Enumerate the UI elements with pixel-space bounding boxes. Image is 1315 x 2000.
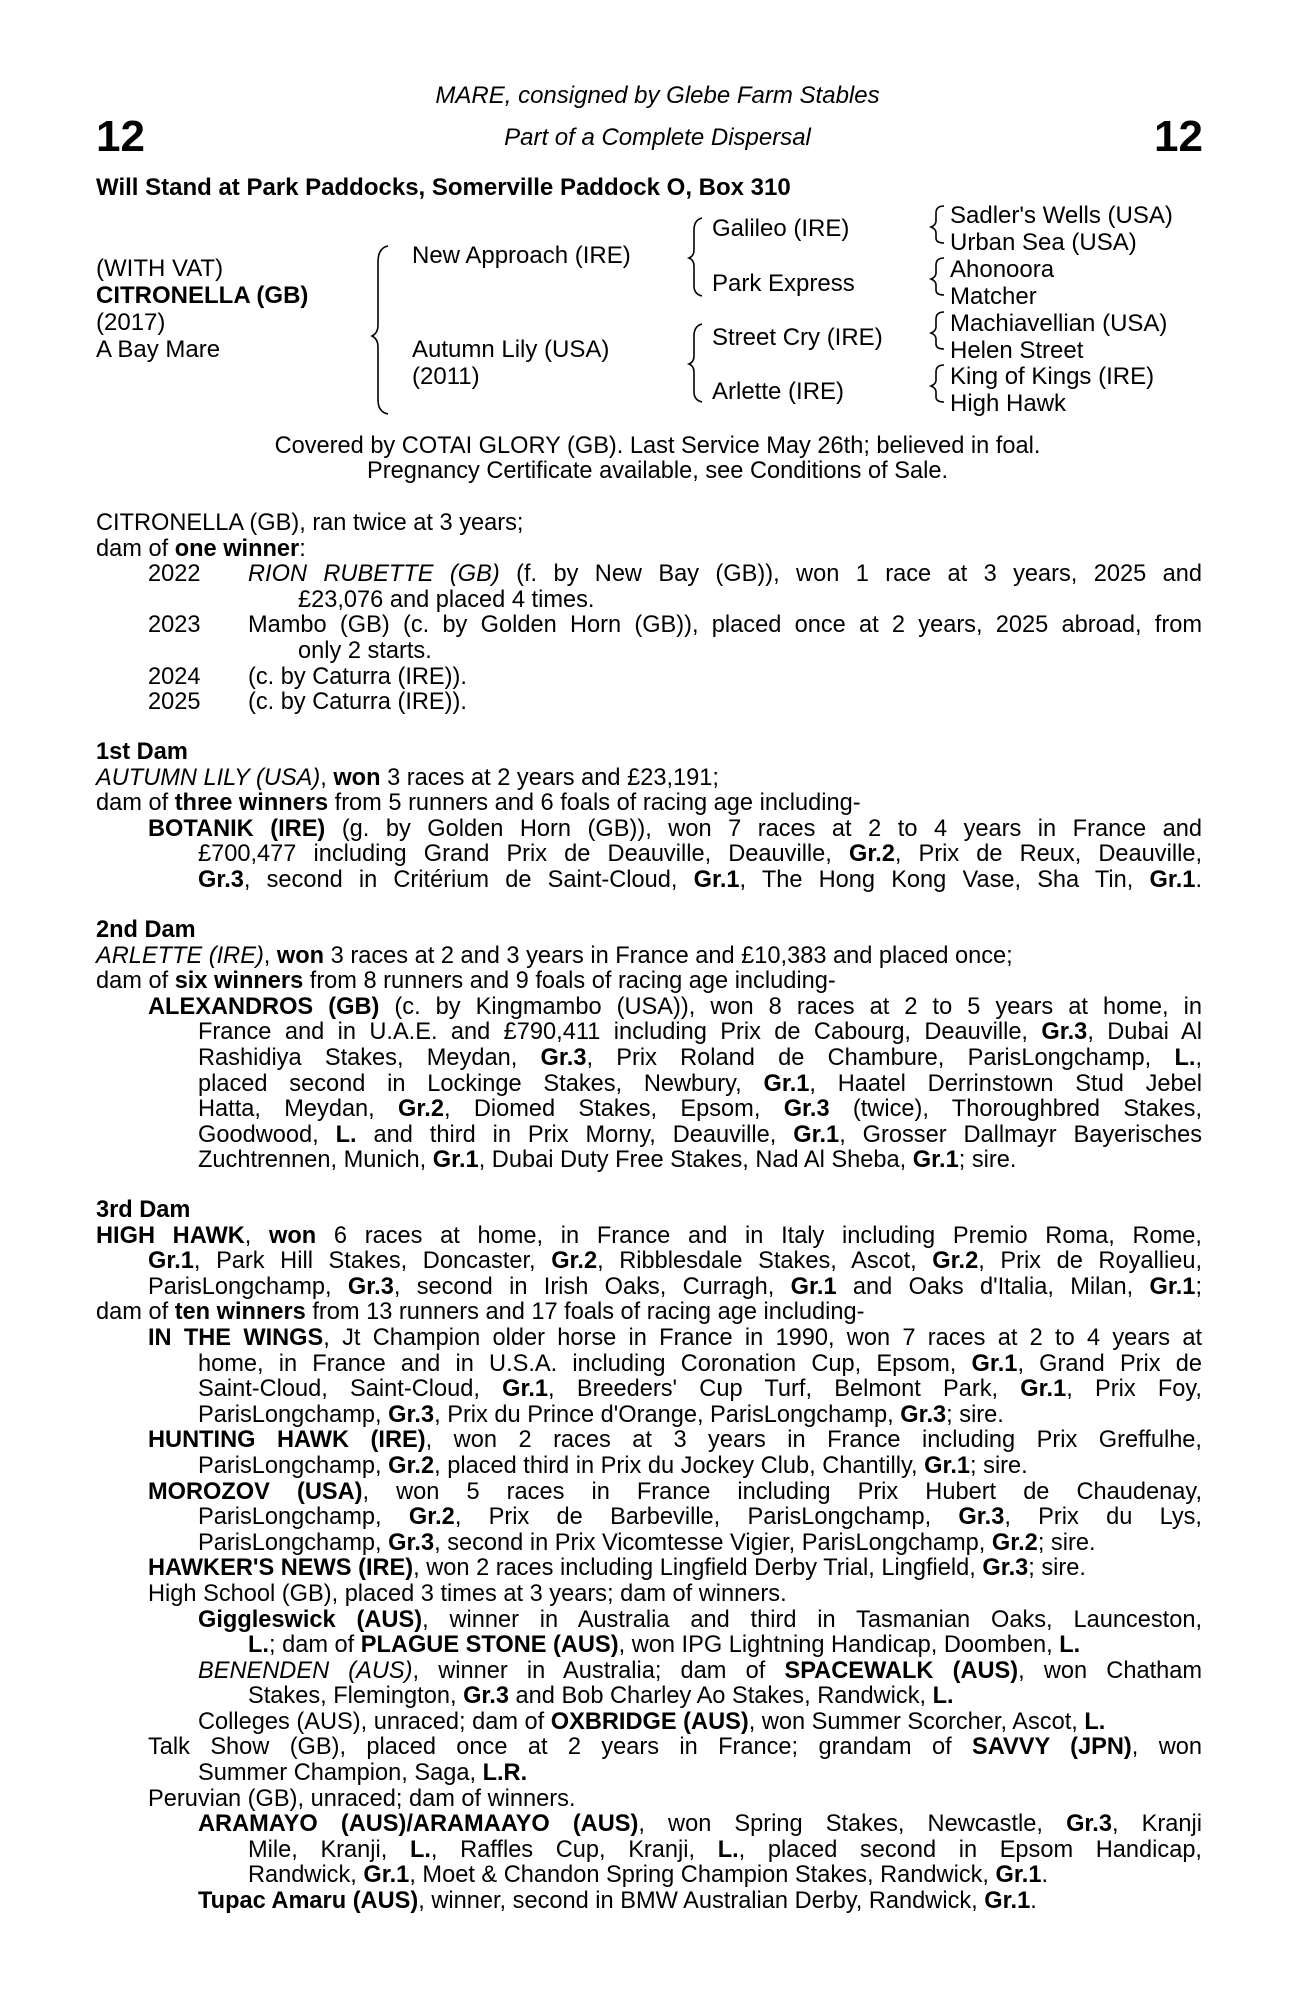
text: ParisLongchamp,: [198, 1504, 409, 1531]
aramayo-line-3: [96, 1863, 1202, 1889]
text: , second in Critérium de Saint-Cloud,: [243, 866, 694, 893]
text: , Prix de Royallieu,: [978, 1248, 1203, 1275]
text: , Prix du Lys,: [1004, 1504, 1202, 1531]
lot-number-right: 12: [1154, 112, 1203, 161]
text: , winner, second in BMW Australian Derby, Randwick,: [418, 1888, 985, 1915]
text: , won 2 races including Lingfield Derby Trial, Lingfield,: [413, 1555, 983, 1582]
text: , Haatel Derrinstown Stud Jebel: [809, 1070, 1202, 1097]
g-urban-sea: Urban Sea (USA): [950, 229, 1137, 256]
winner-count: three winners: [174, 790, 329, 817]
text: Mambo (GB) (c. by Golden Horn (GB)), placed once at 2 years, 2025 abroad, from: [248, 612, 1202, 639]
text: ,: [244, 1222, 270, 1249]
produce-row-2022-cont: £23,076 and placed 4 times.: [298, 586, 595, 613]
grade: L.: [932, 1683, 954, 1710]
text: dam of: [96, 790, 175, 817]
text: ; sire.: [1028, 1555, 1086, 1582]
grandparents-4: [950, 363, 1154, 417]
horse-name: ARAMAYO (AUS)/ARAMAAYO (AUS): [198, 1811, 639, 1838]
text: dam of: [96, 1299, 175, 1326]
horse-name: ALEXANDROS (GB): [148, 993, 380, 1020]
second-dam-line-8: [96, 1123, 1202, 1149]
text: from 5 runners and 6 foals of racing age including-: [328, 790, 861, 817]
grade: Gr.3: [958, 1504, 1005, 1531]
g-machiavellian: Machiavellian (USA): [950, 310, 1168, 337]
text: from 13 runners and 17 foals of racing age including-: [305, 1299, 865, 1326]
itw-line-4: [96, 1403, 1202, 1429]
horse-name: MOROZOV (USA): [148, 1478, 363, 1505]
first-dam-line-5: [96, 868, 1202, 894]
first-dam-line-2: [96, 791, 1202, 817]
text: Hatta, Meydan,: [198, 1096, 399, 1123]
text: (twice), Thoroughbred Stakes,: [829, 1096, 1203, 1123]
second-dam-line-5: [96, 1046, 1202, 1072]
text: ,: [1195, 1044, 1202, 1071]
grade: Gr.1: [1020, 1376, 1067, 1403]
g-ahonoora: Ahonoora: [950, 256, 1055, 283]
produce-row-2025: [96, 690, 1202, 716]
talk-show-line-1: [96, 1735, 1202, 1761]
second-dam-line-6: [96, 1072, 1202, 1098]
brace-g-3: [931, 312, 944, 349]
grade: Gr.1: [924, 1452, 971, 1479]
text: , won Chatham: [1018, 1657, 1203, 1684]
grade: Gr.1: [1149, 1273, 1196, 1300]
text: :: [299, 535, 306, 562]
grandparents-2: [950, 256, 1054, 310]
text: , Prix du Prince d'Orange, ParisLongchamp,: [434, 1401, 901, 1428]
text: , won 5 races in France including Prix Hubert de Chaudenay,: [362, 1478, 1202, 1505]
text: Randwick,: [248, 1862, 364, 1889]
text: , won: [1131, 1734, 1202, 1761]
text: Rashidiya Stakes, Meydan,: [198, 1044, 541, 1071]
grade: Gr.2: [991, 1529, 1038, 1556]
grade: Gr.3: [347, 1273, 394, 1300]
grade: L.: [248, 1632, 269, 1659]
morozov-line-3: [96, 1531, 1202, 1557]
horse-name: OXBRIDGE (AUS): [550, 1708, 749, 1735]
grade: Gr.3: [388, 1401, 435, 1428]
text: .: [1195, 866, 1202, 893]
text: .: [1030, 1888, 1037, 1915]
grade: Gr.2: [551, 1248, 598, 1275]
dam-name: AUTUMN LILY (USA): [96, 764, 321, 791]
text: Summer Champion, Saga,: [198, 1760, 483, 1787]
g-king-of-kings: King of Kings (IRE): [950, 363, 1155, 390]
text: ;: [1195, 1273, 1202, 1300]
horse-name: HAWKER'S NEWS (IRE): [148, 1555, 414, 1582]
first-dam-line-1: AUTUMN LILY (USA), won 3 races at 2 years and £23,191;: [96, 764, 719, 791]
text: won: [333, 764, 381, 791]
text: France and in U.A.E. and £790,411 including Prix de Cabourg, Deauville,: [198, 1019, 1042, 1046]
lot-number-left: 12: [96, 112, 145, 161]
grade: L.R.: [482, 1760, 528, 1787]
covered-line-2: Pregnancy Certificate available, see Conditions of Sale.: [367, 458, 948, 484]
foal-name: RION RUBETTE (GB): [248, 561, 500, 588]
text: ParisLongchamp,: [198, 1401, 389, 1428]
third-dam-heading: 3rd Dam: [96, 1197, 191, 1223]
grade: Gr.1: [971, 1350, 1018, 1377]
text: ; sire.: [970, 1452, 1028, 1479]
grade: Gr.3: [982, 1555, 1029, 1582]
aramayo-line-2: [96, 1838, 1202, 1864]
grade: Gr.2: [848, 841, 895, 868]
horse-name: Giggleswick (AUS): [198, 1606, 423, 1633]
sire-dam: Park Express: [712, 270, 855, 297]
horse-name: HUNTING HAWK (IRE): [148, 1427, 426, 1454]
produce-row-2023-cont: only 2 starts.: [298, 637, 432, 664]
grade: Gr.1: [763, 1070, 810, 1097]
benenden-line-2: [96, 1684, 1202, 1710]
text: ; dam of: [268, 1632, 361, 1659]
hunting-hawk-line-1: [96, 1428, 1202, 1454]
text: (c. by Kingmambo (USA)), won 8 races at 2 to 5 years at home, in: [379, 993, 1202, 1020]
peruvian-line: Peruvian (GB), unraced; dam of winners.: [148, 1785, 576, 1812]
text: , Ribblesdale Stakes, Ascot,: [597, 1248, 933, 1275]
text: , Dubai Al: [1087, 1019, 1202, 1046]
text: won: [269, 1222, 317, 1249]
text: , second in Prix Vicomtesse Vigier, ParisLongchamp,: [434, 1529, 992, 1556]
text: home, in France and in U.S.A. including Coronation Cup, Epsom,: [198, 1350, 972, 1377]
brace-g-4: [931, 365, 944, 402]
text: , Breeders' Cup Turf, Belmont Park,: [548, 1376, 1021, 1403]
text: , The Hong Kong Vase, Sha Tin,: [739, 866, 1150, 893]
grade: Gr.3: [388, 1529, 435, 1556]
stand-location: Will Stand at Park Paddocks, Somerville Paddock O, Box 310: [96, 174, 791, 201]
high-school-line: High School (GB), placed 3 times at 3 years; dam of winners.: [148, 1580, 787, 1607]
benenden-line-1: [96, 1659, 1202, 1685]
text: , Grosser Dallmayr Bayerisches: [839, 1121, 1202, 1148]
dam-dam: Arlette (IRE): [712, 378, 845, 405]
horse-name: BOTANIK (IRE): [148, 815, 326, 842]
hh-line-4: [96, 1300, 1202, 1326]
hh-line-3: [96, 1275, 1202, 1301]
text: and third in Prix Morny, Deauville,: [356, 1121, 794, 1148]
dam-sire: Street Cry (IRE): [712, 324, 883, 351]
grade: Gr.3: [1066, 1811, 1112, 1838]
year: 2024: [148, 663, 201, 690]
grade: Gr.3: [198, 866, 244, 893]
aramayo-line-1: [96, 1812, 1202, 1838]
winner-count: ten winners: [174, 1299, 306, 1326]
text: and Bob Charley Ao Stakes, Randwick,: [509, 1683, 933, 1710]
winner-count: six winners: [174, 968, 304, 995]
text: ParisLongchamp,: [148, 1273, 348, 1300]
grade: L.: [335, 1121, 357, 1148]
morozov-line-2: [96, 1505, 1202, 1531]
grade: L.: [1059, 1632, 1081, 1659]
grade: Gr.3: [900, 1401, 947, 1428]
itw-line-1: [96, 1326, 1202, 1352]
grade: L.: [1174, 1044, 1196, 1071]
text: , won Summer Scorcher, Ascot,: [748, 1708, 1085, 1735]
text: Colleges (AUS), unraced; dam of: [198, 1708, 551, 1735]
brace-g-2: [931, 258, 944, 295]
second-dam-line-9: [96, 1148, 1202, 1174]
second-dam-heading: 2nd Dam: [96, 917, 196, 943]
horse-name: SAVVY (JPN): [972, 1734, 1132, 1761]
grade: Gr.1: [984, 1888, 1031, 1915]
brace-main: [372, 246, 388, 414]
brace-sire: [689, 218, 702, 296]
dam-year: (2011): [412, 363, 480, 390]
grade: L.: [717, 1836, 739, 1863]
grade: Gr.3: [463, 1683, 509, 1710]
text: , placed second in Epsom Handicap,: [738, 1836, 1202, 1863]
vat-label: (WITH VAT): [96, 255, 224, 282]
grandparents-1: [950, 202, 1173, 256]
first-dam-heading: 1st Dam: [96, 739, 188, 765]
text: Talk Show (GB), placed once at 2 years in France; grandam of: [148, 1734, 972, 1761]
grade: Gr.3: [1041, 1019, 1088, 1046]
text: Mile, Kranji,: [248, 1836, 410, 1863]
text: (f. by New Bay (GB)), won 1 race at 3 years, 2025 and: [499, 561, 1203, 588]
text: won: [276, 942, 325, 969]
text: from 8 runners and 9 foals of racing age including-: [303, 968, 836, 995]
grade: Gr.1: [363, 1862, 410, 1889]
winner-count: one winner: [174, 535, 300, 562]
header-line-2: Part of a Complete Dispersal: [504, 124, 811, 151]
text: , won Spring Stakes, Newcastle,: [638, 1811, 1067, 1838]
text: , won 2 races at 3 years in France including Prix Greffulhe,: [425, 1427, 1202, 1454]
text: Stakes, Flemington,: [248, 1683, 464, 1710]
second-dam-line-1: ARLETTE (IRE), won 3 races at 2 and 3 years in France and £10,383 and placed once;: [96, 942, 1013, 969]
grade: Gr.1: [912, 1147, 959, 1174]
text: 3 races at 2 and 3 years in France and £10,383 and placed once;: [324, 942, 1013, 969]
horse-description: A Bay Mare: [96, 336, 221, 363]
sire: New Approach (IRE): [412, 242, 631, 269]
dam-name: HIGH HAWK: [96, 1222, 245, 1249]
brace-dam: [689, 324, 702, 402]
text: , Raffles Cup, Kranji,: [430, 1836, 718, 1863]
text: .: [1041, 1862, 1049, 1889]
horse-year: (2017): [96, 309, 166, 336]
grandparents-3: [950, 310, 1167, 364]
text: Zuchtrennen, Munich,: [198, 1147, 433, 1174]
text: , winner in Australia and third in Tasmanian Oaks, Launceston,: [422, 1606, 1203, 1633]
dam-name: ARLETTE (IRE): [96, 942, 264, 969]
hh-line-1: [96, 1224, 1202, 1250]
itw-line-3: [96, 1377, 1202, 1403]
grade: L.: [1084, 1708, 1106, 1735]
second-dam-line-3: [96, 995, 1202, 1021]
first-dam-line-4: [96, 842, 1202, 868]
year: 2022: [148, 561, 201, 588]
year: 2025: [148, 689, 201, 716]
text: , Diomed Stakes, Epsom,: [443, 1096, 784, 1123]
first-dam-section: [96, 740, 1202, 894]
year: 2023: [148, 612, 201, 639]
second-dam-section: [96, 918, 1202, 1174]
header-line-1: MARE, consigned by Glebe Farm Stables: [435, 82, 880, 109]
second-dam-line-4: [96, 1020, 1202, 1046]
talk-show-line-2: [96, 1761, 1202, 1787]
dam-name: Autumn Lily (USA): [412, 336, 610, 363]
horse-name: PLAGUE STONE (AUS): [360, 1632, 619, 1659]
grade: L.: [409, 1836, 431, 1863]
g-high-hawk: High Hawk: [950, 390, 1067, 417]
g-helen-street: Helen Street: [950, 337, 1084, 364]
text: , Moet & Chandon Spring Champion Stakes, Randwick,: [409, 1862, 996, 1889]
colleges-line: [96, 1710, 1202, 1736]
hawkers-news-line: [96, 1556, 1202, 1582]
horse-name: BENENDEN (AUS): [198, 1657, 413, 1684]
hh-line-2: [96, 1249, 1202, 1275]
g-sadlers-wells: Sadler's Wells (USA): [950, 202, 1173, 229]
text: , winner in Australia; dam of: [412, 1657, 785, 1684]
itw-line-2: [96, 1352, 1202, 1378]
text: , Prix de Barbeville, ParisLongchamp,: [454, 1504, 959, 1531]
text: and Oaks d'Italia, Milan,: [836, 1273, 1150, 1300]
grade: Gr.2: [408, 1504, 455, 1531]
text: placed second in Lockinge Stakes, Newbury,: [198, 1070, 764, 1097]
covered-line-1: Covered by COTAI GLORY (GB). Last Service May 26th; believed in foal.: [274, 433, 1041, 459]
text: , Jt Champion older horse in France in 1990, won 7 races at 2 to 4 years at: [323, 1324, 1202, 1351]
grade: Gr.1: [793, 1121, 840, 1148]
brace-g-1: [931, 206, 944, 243]
text: (g. by Golden Horn (GB)), won 7 races at 2 to 4 years in France and: [325, 815, 1202, 842]
text: ; sire.: [946, 1401, 1004, 1428]
text: (c. by Caturra (IRE)).: [248, 663, 467, 690]
horse-name: CITRONELLA (GB): [96, 282, 309, 309]
hunting-hawk-line-2: [96, 1454, 1202, 1480]
text: dam of: [96, 968, 175, 995]
horse-name: IN THE WINGS: [148, 1324, 324, 1351]
grade: Gr.1: [432, 1147, 479, 1174]
text: 3 races at 2 years and £23,191;: [380, 764, 719, 791]
giggleswick-line-1: [96, 1608, 1202, 1634]
text: , Dubai Duty Free Stakes, Nad Al Sheba,: [478, 1147, 913, 1174]
produce-dam-of: [96, 537, 1202, 563]
text: (c. by Caturra (IRE)).: [248, 689, 467, 716]
text: ParisLongchamp,: [198, 1452, 389, 1479]
text: , second in Irish Oaks, Curragh,: [393, 1273, 791, 1300]
grade: Gr.1: [693, 866, 740, 893]
text: , Kranji: [1112, 1811, 1202, 1838]
text: ; sire.: [1037, 1529, 1096, 1556]
produce-row-2024: [96, 665, 1202, 691]
produce-intro: CITRONELLA (GB), ran twice at 3 years;: [96, 510, 524, 536]
text: , placed third in Prix du Jockey Club, Chantilly,: [434, 1452, 925, 1479]
sire-sire: Galileo (IRE): [712, 215, 850, 242]
text: ParisLongchamp,: [198, 1529, 389, 1556]
grade: Gr.3: [540, 1044, 587, 1071]
text: , Prix Foy,: [1066, 1376, 1202, 1403]
text: ; sire.: [958, 1147, 1017, 1174]
grade: Gr.2: [388, 1452, 435, 1479]
morozov-line-1: [96, 1480, 1202, 1506]
text: , Prix Roland de Chambure, ParisLongchamp,: [586, 1044, 1175, 1071]
text: Goodwood,: [198, 1121, 336, 1148]
text: £700,477 including Grand Prix de Deauville, Deauville,: [198, 841, 849, 868]
dam: [412, 336, 609, 390]
second-dam-line-2: [96, 969, 1202, 995]
text: , won IPG Lightning Handicap, Doomben,: [618, 1632, 1060, 1659]
g-matcher: Matcher: [950, 283, 1037, 310]
grade: Gr.3: [783, 1096, 830, 1123]
grade: Gr.1: [995, 1862, 1042, 1889]
produce-row-2022: [96, 562, 1202, 588]
giggleswick-line-2: [96, 1633, 1202, 1659]
grade: Gr.1: [148, 1248, 194, 1275]
grade: Gr.1: [1149, 866, 1196, 893]
text: dam of: [96, 535, 175, 562]
grade: Gr.1: [502, 1376, 549, 1403]
grade: Gr.2: [932, 1248, 979, 1275]
text: , Prix de Reux, Deauville,: [894, 841, 1202, 868]
grade: Gr.1: [790, 1273, 837, 1300]
second-dam-line-7: [96, 1097, 1202, 1123]
text: 6 races at home, in France and in Italy including Premio Roma, Rome,: [316, 1222, 1202, 1249]
horse-name: SPACEWALK (AUS): [784, 1657, 1019, 1684]
text: , Grand Prix de: [1017, 1350, 1203, 1377]
third-dam-section: [96, 1198, 1202, 1915]
grade: Gr.2: [398, 1096, 444, 1123]
text: , Park Hill Stakes, Doncaster,: [193, 1248, 552, 1275]
horse-name: Tupac Amaru (AUS): [198, 1888, 419, 1915]
produce-section: [96, 511, 1202, 716]
text: Saint-Cloud, Saint-Cloud,: [198, 1376, 503, 1403]
produce-row-2023: [96, 613, 1202, 639]
tupac-amaru-line: [96, 1889, 1202, 1915]
first-dam-line-3: [96, 817, 1202, 843]
